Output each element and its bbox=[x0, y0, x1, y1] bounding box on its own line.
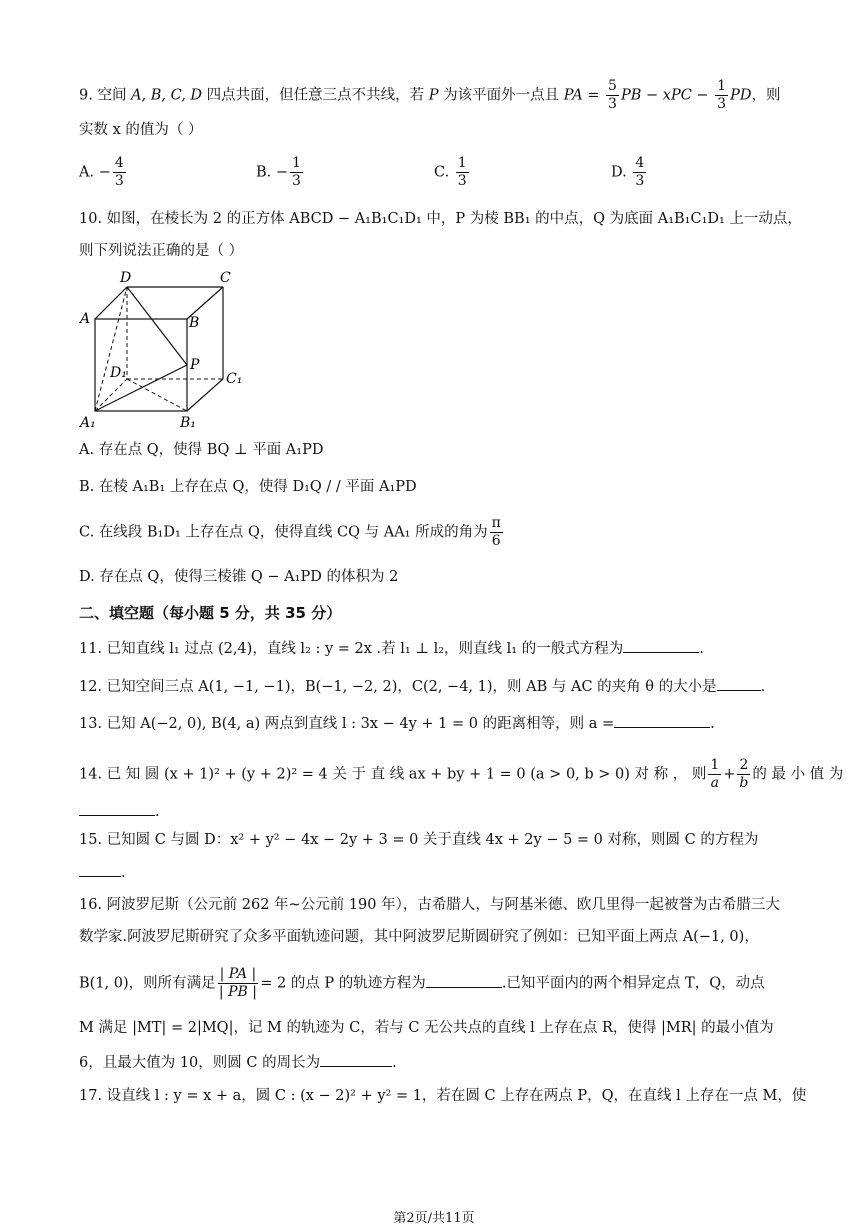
label-b1: B₁ bbox=[180, 415, 196, 431]
q15-line1: 15. 已知圆 C 与圆 D：x² + y² − 4x − 2y + 3 = 0 关于直线 4x + 2y − 5 = 0 对称，则圆 C 的方程为 bbox=[79, 832, 759, 848]
q9-vec-pd: PD bbox=[730, 87, 752, 104]
q15-answer-blank[interactable] bbox=[79, 862, 121, 877]
q9-option-c-frac bbox=[456, 155, 469, 190]
q9-frac-5-3 bbox=[606, 78, 619, 113]
q9-option-b-frac bbox=[290, 155, 303, 190]
q12 bbox=[79, 676, 765, 697]
q13-end: . bbox=[710, 716, 715, 732]
q9-option-c-label: C. bbox=[434, 164, 454, 181]
q9-frac-1-3 bbox=[715, 78, 728, 113]
q11-end: . bbox=[699, 641, 704, 657]
q14-frac2-den: b bbox=[739, 775, 749, 791]
q9-option-d-frac bbox=[633, 155, 646, 190]
q16-line3-a: B(1, 0)，则所有满足 bbox=[79, 975, 216, 992]
q16-line3 bbox=[79, 966, 765, 1001]
section-heading: 二、填空题（每小题 5 分，共 35 分） bbox=[79, 604, 342, 622]
q16-frac-num: | PA | bbox=[219, 966, 257, 982]
q9-option-d bbox=[611, 155, 648, 190]
q14-frac2-num: 2 bbox=[739, 757, 749, 773]
q14-line2 bbox=[79, 801, 160, 822]
front-face bbox=[95, 319, 187, 411]
q14-frac1-num: 1 bbox=[710, 757, 720, 773]
q16-line4: M 满足 |MT| = 2|MQ|，记 M 的轨迹为 C，若与 C 无公共点的直线 l 上存在点 R，使得 |MR| 的最小值为 bbox=[79, 1020, 774, 1036]
q9-option-a-den: 3 bbox=[114, 173, 124, 189]
q9-option-c-den: 3 bbox=[457, 173, 467, 189]
q10-option-c-frac bbox=[490, 515, 503, 550]
q9-line2: 实数 x 的值为（ ） bbox=[79, 122, 203, 138]
edge-a-d bbox=[95, 287, 127, 319]
q9-text-b: 四点共面，但任意三点不共线，若 bbox=[202, 87, 429, 104]
q9-option-a-num: 4 bbox=[114, 155, 124, 171]
q9-frac2-num: 1 bbox=[717, 78, 727, 94]
q16-frac-den: | PB | bbox=[218, 984, 257, 1000]
q9-option-c bbox=[434, 155, 471, 190]
q16-line5 bbox=[79, 1052, 397, 1073]
label-d: D bbox=[120, 270, 132, 286]
q9-option-b-den: 3 bbox=[292, 173, 301, 189]
q9-text-d: ，则 bbox=[751, 87, 781, 104]
q9-option-b-num: 1 bbox=[292, 155, 301, 171]
q17-line1: 17. 设直线 l : y = x + a，圆 C : (x − 2)² + y² = 1，若在圆 C 上存在两点 P，Q，在直线 l 上存在一点 M，使 bbox=[79, 1088, 807, 1104]
q10-option-d: D. 存在点 Q，使得三棱锥 Q − A₁PD 的体积为 2 bbox=[79, 569, 399, 585]
page-footer: 第2页/共11页 bbox=[393, 1211, 475, 1226]
q14-frac-1-a bbox=[708, 757, 721, 792]
q16-answer-blank-2[interactable] bbox=[320, 1052, 392, 1067]
label-d1: D₁ bbox=[110, 365, 127, 381]
q9-points: A, B, C, D bbox=[131, 87, 203, 104]
cube-figure bbox=[75, 265, 250, 435]
q9-minus: − bbox=[691, 87, 714, 104]
q9-vec-pc: PC bbox=[670, 87, 692, 104]
q14-frac1-den: a bbox=[710, 775, 719, 791]
label-c: C bbox=[220, 270, 231, 286]
q9-p: P bbox=[428, 87, 439, 104]
q16-frac-pa-pb bbox=[218, 966, 259, 1001]
q12-answer-blank[interactable] bbox=[717, 676, 761, 691]
q10-option-c-text: C. 在线段 B₁D₁ 上存在点 Q，使得直线 CQ 与 AA₁ 所成的角为 bbox=[79, 524, 488, 541]
q14-frac-2-b bbox=[737, 757, 750, 792]
q9-option-c-num: 1 bbox=[457, 155, 467, 171]
q14-text-a: 14. 已 知 圆 (x + 1)² + (y + 2)² = 4 关 于 直 线 ax + by + 1 = 0 (a > 0, b > 0) 对 称 ， 则 bbox=[79, 766, 707, 783]
q9-text-a: 9. 空间 bbox=[79, 87, 132, 104]
q16-line5-end: . bbox=[392, 1055, 397, 1071]
q13-answer-blank[interactable] bbox=[614, 713, 710, 728]
q16-answer-blank-1[interactable] bbox=[426, 973, 502, 988]
q11 bbox=[79, 638, 704, 659]
q10-option-c-num: π bbox=[491, 515, 501, 531]
q14-line1 bbox=[79, 757, 843, 792]
segment-d1-b1-hidden bbox=[127, 379, 187, 411]
q11-answer-blank[interactable] bbox=[623, 638, 699, 653]
edge-a1-d1-hidden bbox=[95, 379, 127, 411]
q9-option-b-label: B. − bbox=[256, 164, 289, 181]
label-p: P bbox=[190, 357, 200, 373]
q14-end: . bbox=[155, 804, 160, 820]
q14-answer-blank[interactable] bbox=[79, 801, 155, 816]
q9-option-d-den: 3 bbox=[635, 173, 645, 189]
q15-line2 bbox=[79, 862, 126, 883]
label-c1: C₁ bbox=[226, 371, 243, 387]
q10-option-a: A. 存在点 Q，使得 BQ ⊥ 平面 A₁PD bbox=[79, 442, 324, 458]
edge-b1-c1 bbox=[187, 379, 223, 411]
q9-option-a-frac bbox=[113, 155, 126, 190]
q9-vec-pa: PA bbox=[563, 87, 583, 104]
label-a: A bbox=[80, 311, 91, 327]
q15-end: . bbox=[121, 865, 126, 881]
q16-line3-b: = 2 的点 P 的轨迹方程为 bbox=[260, 975, 426, 992]
q9-frac2-den: 3 bbox=[717, 96, 727, 112]
q10-line2: 则下列说法正确的是（ ） bbox=[79, 243, 244, 259]
q12-end: . bbox=[760, 679, 766, 695]
q12-text: 12. 已知空间三点 A(1, −1, −1)，B(−1, −2, 2)，C(2, −4, 1)，则 AB 与 AC 的夹角 θ 的大小是 bbox=[79, 679, 717, 695]
q9-text-c: 为该平面外一点且 bbox=[438, 87, 564, 104]
q9-option-d-label: D. bbox=[611, 164, 632, 181]
q9-option-a bbox=[79, 155, 128, 190]
label-a1: A₁ bbox=[80, 415, 96, 431]
q9-vec-pb: PB bbox=[620, 87, 642, 104]
q10-option-b: B. 在棱 A₁B₁ 上存在点 Q，使得 D₁Q / / 平面 A₁PD bbox=[79, 479, 417, 495]
q16-line2: 数学家.阿波罗尼斯研究了众多平面轨迹问题，其中阿波罗尼斯圆研究了例如：已知平面上两点 A(−1, 0)， bbox=[79, 929, 759, 945]
q10-option-c bbox=[79, 515, 505, 550]
q10-line1: 10. 如图，在棱长为 2 的正方体 ABCD − A₁B₁C₁D₁ 中，P 为棱 BB₁ 的中点，Q 为底面 A₁B₁C₁D₁ 上一动点， bbox=[79, 211, 802, 227]
q9-option-d-num: 4 bbox=[635, 155, 645, 171]
q11-text: 11. 已知直线 l₁ 过点 (2,4)，直线 l₂ : y = 2x .若 l₁ ⊥ l₂，则直线 l₁ 的一般式方程为 bbox=[79, 641, 624, 657]
q9-frac1-num: 5 bbox=[608, 78, 617, 94]
q9-minus-x: − x bbox=[641, 87, 671, 104]
q14-plus: + bbox=[723, 766, 736, 783]
segment-a1-d-hidden bbox=[95, 287, 127, 411]
label-b: B bbox=[189, 315, 200, 331]
q14-text-b: 的 最 小 值 为 bbox=[752, 766, 844, 783]
q13 bbox=[79, 713, 715, 734]
segment-d-p bbox=[127, 287, 187, 365]
q13-text: 13. 已知 A(−2, 0), B(4, a) 两点到直线 l : 3x − 4y + 1 = 0 的距离相等，则 a = bbox=[79, 716, 615, 732]
q10-option-c-den: 6 bbox=[491, 533, 501, 549]
q16-line3-c: .已知平面内的两个相异定点 T，Q，动点 bbox=[501, 975, 765, 992]
q16-line1: 16. 阿波罗尼斯（公元前 262 年~公元前 190 年），古希腊人，与阿基米德、欧几里得一起被誉为古希腊三大 bbox=[79, 897, 780, 913]
q9-option-b bbox=[256, 155, 305, 190]
q9-frac1-den: 3 bbox=[608, 96, 617, 112]
q9-eq: = bbox=[582, 87, 605, 104]
q9-line1 bbox=[79, 78, 780, 113]
q9-option-a-label: A. − bbox=[79, 164, 111, 181]
q16-line5-a: 6，且最大值为 10，则圆 C 的周长为 bbox=[79, 1055, 321, 1071]
